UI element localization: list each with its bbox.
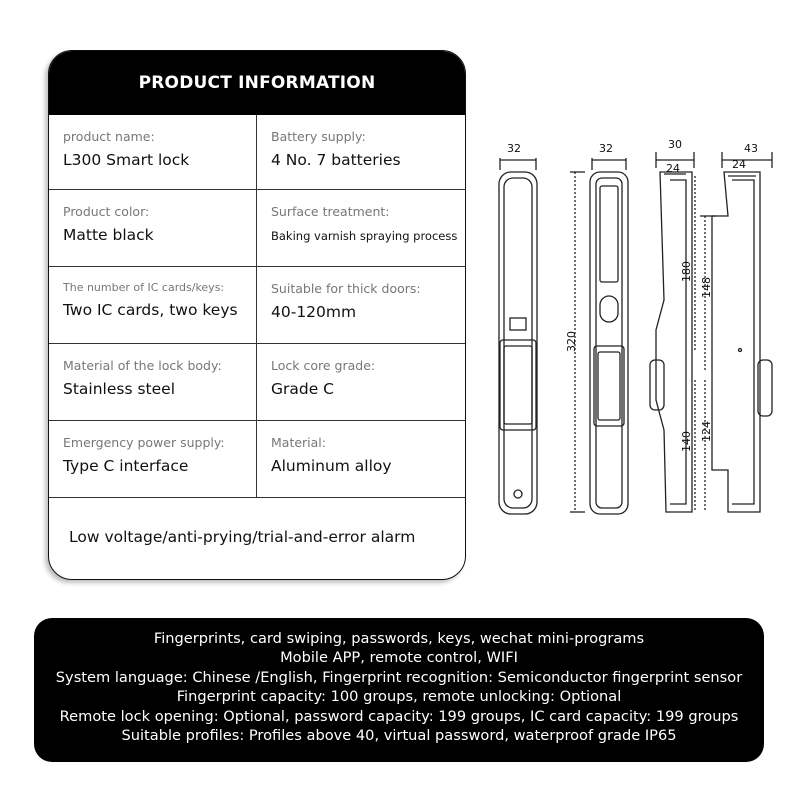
spec-label: The number of IC cards/keys: <box>63 281 225 294</box>
spec-cell <box>49 267 257 343</box>
spec-value: Type C interface <box>63 457 189 475</box>
dim-front-width: 32 <box>507 142 521 155</box>
spec-value: Stainless steel <box>63 380 175 398</box>
spec-value: 4 No. 7 batteries <box>271 151 401 169</box>
spec-row <box>49 421 465 498</box>
spec-value: Two IC cards, two keys <box>63 301 238 319</box>
front-view-drawing <box>499 158 537 514</box>
spec-label: Material: <box>271 435 326 450</box>
feature-line: Fingerprint capacity: 100 groups, remote unlocking: Optional <box>176 688 622 706</box>
feature-line: System language: Chinese /English, Fingerprint recognition: Semiconductor fingerprint sensor <box>55 668 743 686</box>
spec-row <box>49 267 465 344</box>
features-panel <box>34 618 764 762</box>
card-title: PRODUCT INFORMATION <box>49 51 465 115</box>
spec-cell <box>257 115 465 189</box>
spec-cell <box>257 344 465 420</box>
lock-technical-drawing <box>480 130 790 530</box>
spec-value: Matte black <box>63 226 154 244</box>
spec-label: Material of the lock body: <box>63 358 222 373</box>
spec-value: Grade C <box>271 380 335 398</box>
spec-grid <box>49 115 465 498</box>
dim-side-width: 32 <box>599 142 613 155</box>
spec-cell <box>49 115 257 189</box>
spec-row <box>49 344 465 421</box>
feature-line: Suitable profiles: Profiles above 40, virtual password, waterproof grade IP65 <box>121 727 677 745</box>
spec-label: Emergency power supply: <box>63 435 225 450</box>
dim-upper: 180 <box>680 261 693 282</box>
feature-line: Mobile APP, remote control, WIFI <box>280 649 518 667</box>
spec-label: Product color: <box>63 204 150 219</box>
dim-lower2: 124 <box>700 421 713 442</box>
product-info-card <box>48 50 466 580</box>
spec-cell <box>257 190 465 266</box>
spec-label: Suitable for thick doors: <box>271 281 421 296</box>
spec-cell <box>257 421 465 497</box>
spec-value: Aluminum alloy <box>271 457 392 475</box>
alarm-text: Low voltage/anti-prying/trial-and-error alarm <box>69 528 416 546</box>
dim-profile-inner: 24 <box>666 162 680 175</box>
spec-cell <box>49 421 257 497</box>
feature-line: Fingerprints, card swiping, passwords, keys, wechat mini-programs <box>153 630 645 647</box>
dim-profile2-inner: 24 <box>732 158 746 171</box>
spec-cell <box>49 344 257 420</box>
feature-line: Remote lock opening: Optional, password capacity: 199 groups, IC card capacity: 199 groups <box>59 707 739 725</box>
inner-view-drawing <box>570 158 628 514</box>
spec-label: Lock core grade: <box>271 358 376 373</box>
spec-label: Battery supply: <box>271 129 366 144</box>
spec-label: Surface treatment: <box>271 204 390 219</box>
spec-value: 40-120mm <box>271 303 357 321</box>
spec-label: product name: <box>63 129 155 144</box>
side-profile-2-drawing <box>700 152 772 512</box>
dim-upper2: 148 <box>700 277 713 298</box>
dim-height-total: 320 <box>565 331 578 352</box>
dim-profile2-top: 43 <box>744 142 758 155</box>
spec-value: Baking varnish spraying process <box>271 229 458 243</box>
side-profile-drawing <box>650 152 695 512</box>
spec-row <box>49 190 465 267</box>
spec-cell <box>257 267 465 343</box>
dim-lower: 140 <box>680 431 693 452</box>
spec-cell <box>49 190 257 266</box>
dim-profile-top: 30 <box>668 138 682 151</box>
spec-row <box>49 115 465 190</box>
spec-value: L300 Smart lock <box>63 151 190 169</box>
